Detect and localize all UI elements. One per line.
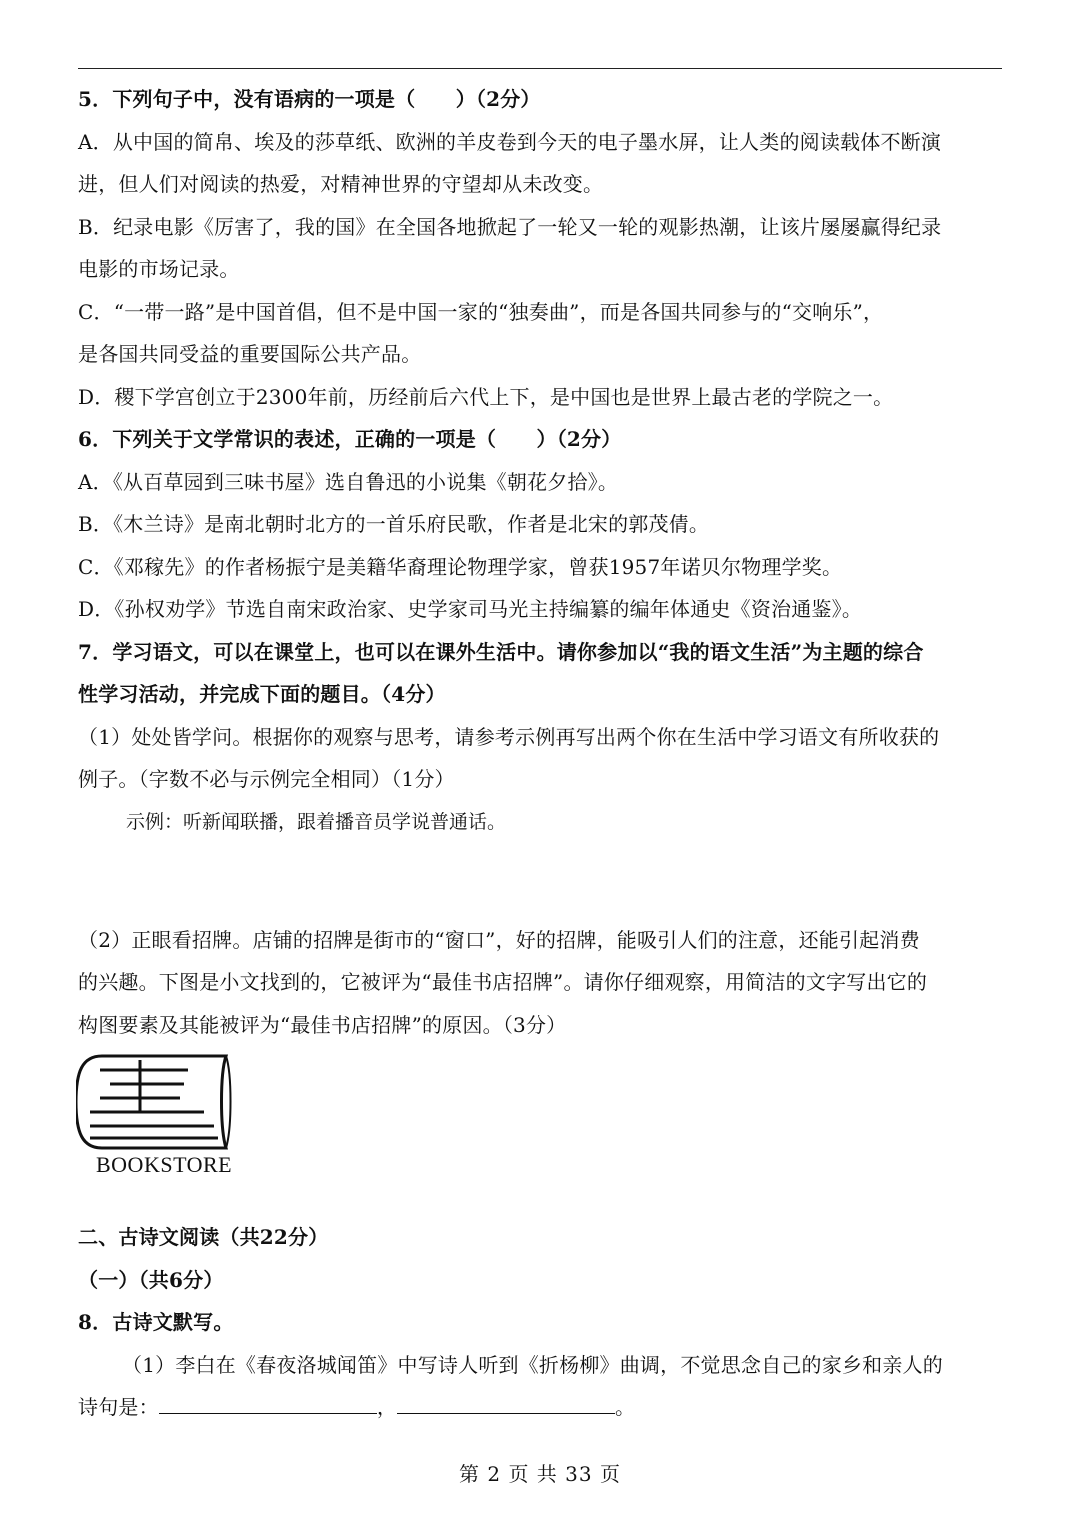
section2-title: 二、古诗文阅读（共22分） — [78, 1225, 329, 1249]
q5-option-c-line1: C．“一带一路”是中国首倡，但不是中国一家的“独奏曲”，而是各国共同参与的“交响乐”， — [78, 299, 884, 324]
q8-comma: ， — [376, 1395, 398, 1419]
q5-option-d: D．稷下学宫创立于2300年前，历经前后六代上下，是中国也是世界上最古老的学院之一。 — [78, 384, 894, 409]
section-spacer — [78, 1194, 1002, 1216]
q8-part1-line1: （1）李白在《春夜洛城闻笛》中写诗人听到《折杨柳》曲调，不觉思念自己的家乡和亲人的 — [122, 1352, 943, 1377]
q6-option-a: A．《从百草园到三味书屋》选自鲁迅的小说集《朝花夕拾》。 — [78, 469, 619, 494]
q6-option-c: C．《邓稼先》的作者杨振宁是美籍华裔理论物理学家，曾获1957年诺贝尔物理学奖。 — [78, 554, 843, 579]
section2-subtitle: （一）（共6分） — [78, 1267, 224, 1292]
q7-part2-line3: 构图要素及其能被评为“最佳书店招牌”的原因。（3分） — [78, 1012, 567, 1037]
book-icon — [76, 1054, 236, 1154]
q6-stem: 6．下列关于文学常识的表述，正确的一项是（ ）（2分） — [78, 427, 622, 451]
q8-stem: 8．古诗文默写。 — [78, 1310, 234, 1334]
bookstore-logo — [78, 1054, 1002, 1194]
q7-part2-line1: （2）正眼看招牌。店铺的招牌是街市的“窗口”，好的招牌，能吸引人们的注意，还能引起消费 — [78, 927, 920, 952]
q8-part1-line2 — [78, 1386, 1002, 1429]
q5-option-a-line1: A．从中国的简帛、埃及的莎草纸、欧洲的羊皮卷到今天的电子墨水屏，让人类的阅读载体不断演 — [78, 129, 942, 154]
answer-space — [78, 843, 1002, 919]
q8-answer-prefix: 诗句是： — [78, 1395, 159, 1419]
q5-option-b-line2: 电影的市场记录。 — [78, 257, 240, 281]
answer-blank-2[interactable] — [397, 1393, 615, 1414]
logo-text: BOOKSTORE — [96, 1152, 233, 1177]
q5-option-c-line2: 是各国共同受益的重要国际公共产品。 — [78, 342, 422, 366]
answer-blank-1[interactable] — [159, 1393, 377, 1414]
q7-part1-line2: 例子。（字数不必与示例完全相同）（1分） — [78, 767, 455, 791]
top-rule — [78, 68, 1002, 69]
q7-stem-line1: 7．学习语文，可以在课堂上，也可以在课外生活中。请你参加以“我的语文生活”为主题的综合 — [78, 639, 924, 664]
q7-example: 示例：听新闻联播，跟着播音员学说普通话。 — [126, 810, 507, 833]
page-content — [78, 78, 1002, 1429]
q5-stem: 5．下列句子中，没有语病的一项是（ ）（2分） — [78, 87, 541, 111]
q7-part1-line1: （1）处处皆学问。根据你的观察与思考，请参考示例再写出两个你在生活中学习语文有所收获的 — [78, 724, 940, 749]
q5-option-b-line1: B．纪录电影《厉害了，我的国》在全国各地掀起了一轮又一轮的观影热潮，让该片屡屡赢得纪录 — [78, 214, 942, 239]
q8-period: 。 — [615, 1395, 636, 1419]
q5-option-a-line2: 进，但人们对阅读的热爱，对精神世界的守望却从未改变。 — [78, 172, 604, 196]
page-footer: 第 2 页 共 33 页 — [459, 1462, 621, 1486]
q7-stem-line2: 性学习活动，并完成下面的题目。（4分） — [78, 682, 446, 706]
q6-option-b: B．《木兰诗》是南北朝时北方的一首乐府民歌，作者是北宋的郭茂倩。 — [78, 512, 710, 536]
q6-option-d: D．《孙权劝学》节选自南宋政治家、史学家司马光主持编纂的编年体通史《资治通鉴》。 — [78, 597, 863, 621]
q7-part2-line2: 的兴趣。下图是小文找到的，它被评为“最佳书店招牌”。请你仔细观察，用简洁的文字写出它的 — [78, 970, 928, 994]
